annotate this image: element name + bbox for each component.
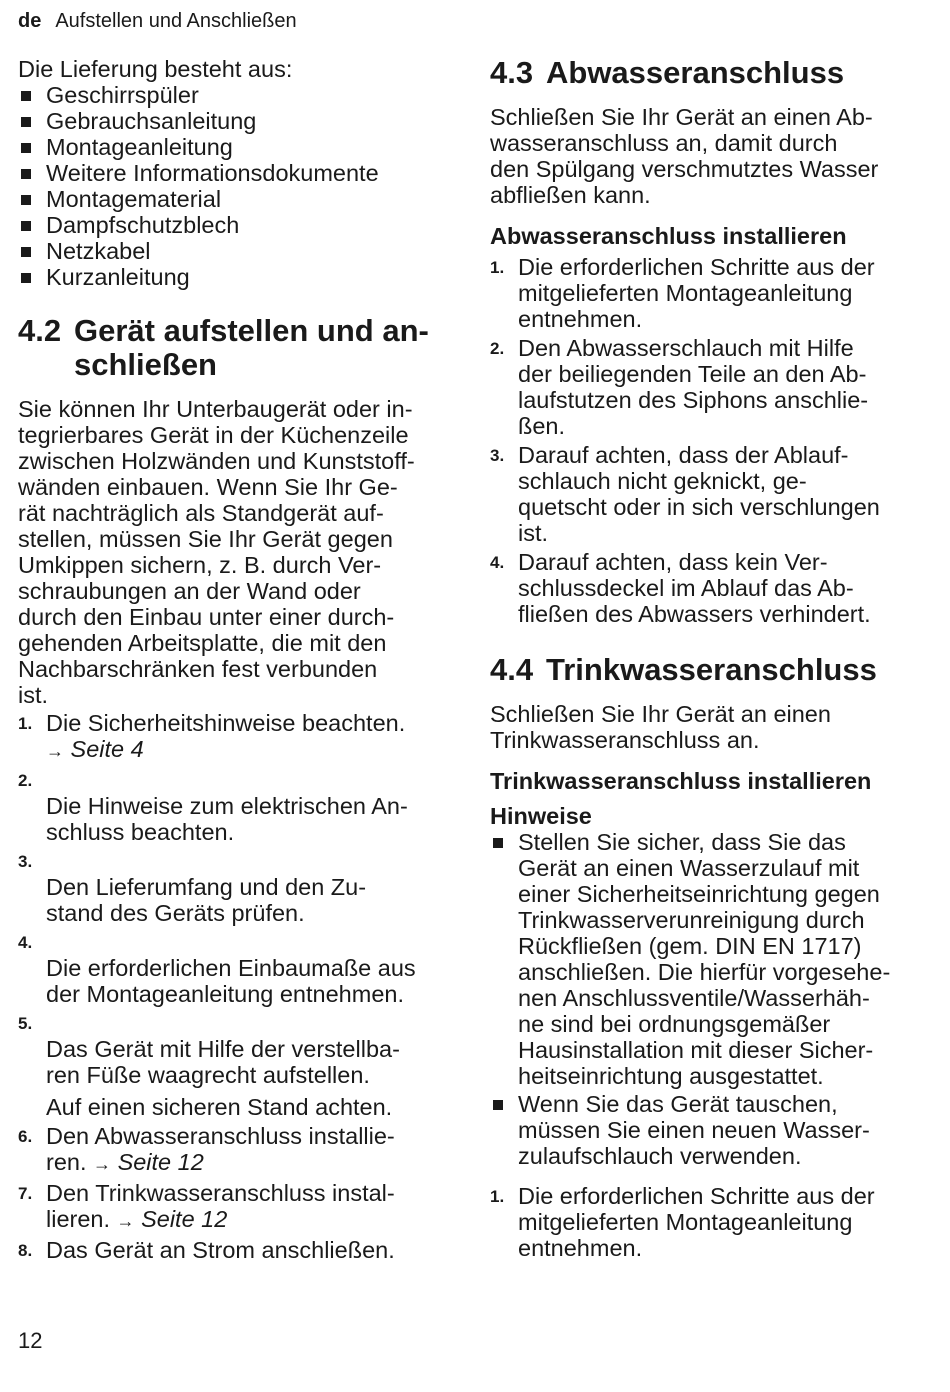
section-number: 4.4 (490, 652, 534, 687)
step-note-text: Auf einen sicheren Stand achten. (46, 1094, 393, 1120)
step-text: Den Abwasseranschluss installie- ren. (46, 1123, 395, 1175)
step-item (18, 1237, 448, 1263)
step-number: 3. (490, 446, 505, 465)
section-heading-4-3 (490, 56, 920, 90)
step-item (490, 442, 920, 546)
step-number: 4. (18, 933, 33, 952)
page-number: 12 (18, 1328, 43, 1353)
section-heading-4-4 (490, 653, 920, 687)
step-text: Den Lieferumfang und den Zu- stand des Geräts prüfen. (46, 874, 367, 926)
language-code: de (18, 10, 42, 32)
step-number: 3. (18, 852, 33, 871)
section-title: Abwasseranschluss (546, 55, 845, 90)
steps-list (18, 710, 448, 1263)
list-item: Weitere Informationsdokumente (18, 160, 448, 186)
step-number: 1. (490, 1187, 505, 1206)
subheading: Abwasseranschluss installieren (490, 223, 847, 249)
step-item (18, 767, 448, 845)
step-item (18, 710, 448, 764)
section-title-line1: Gerät aufstellen und an- (74, 313, 429, 348)
list-item: Geschirrspüler (18, 82, 448, 108)
step-item (18, 1010, 448, 1088)
section-body: Schließen Sie Ihr Gerät an einen Ab- wasseranschluss an, damit durch den Spülgang verschmutztes Wasser abfließen kann. (490, 104, 879, 208)
list-item: Netzkabel (18, 238, 448, 264)
step-item (490, 549, 920, 627)
arrow-right-icon: → (93, 1154, 112, 1174)
arrow-right-icon: → (116, 1211, 135, 1231)
list-item: Dampfschutzblech (18, 212, 448, 238)
delivery-list (18, 82, 448, 290)
page-header (18, 8, 297, 34)
step-item (490, 1183, 920, 1261)
step-number: 4. (490, 553, 505, 572)
section-number: 4.3 (490, 55, 534, 90)
right-column (490, 56, 920, 1261)
page-reference[interactable]: → Seite 12 (93, 1149, 204, 1175)
steps-list (490, 254, 920, 627)
list-item: Montagematerial (18, 186, 448, 212)
delivery-intro: Die Lieferung besteht aus: (18, 56, 293, 82)
step-number: 2. (490, 339, 505, 358)
step-text: Darauf achten, dass kein Ver- schlussdeckel im Ablauf das Ab- fließen des Abwassers verhindert. (518, 549, 871, 627)
step-item (18, 929, 448, 1007)
list-item: Kurzanleitung (18, 264, 448, 290)
step-number: 5. (18, 1014, 33, 1033)
step-item (490, 335, 920, 439)
step-text: Die Hinweise zum elektrischen An- schluss beachten. (46, 793, 408, 845)
section-heading-4-2 (18, 314, 448, 382)
section-title: Trinkwasseranschluss (546, 652, 877, 687)
section-body: Sie können Ihr Unterbaugerät oder in- tegrierbares Gerät in der Küchenzeile zwischen Holzwänden und Kunststoff- wänden einbauen. Wenn Sie Ihr Ge- rät nachträglich als Standgerät auf- stellen, müssen Sie Ihr Gerät gegen Umkippen sichern, z. B. durch Ver- schraubungen an der Wand oder durch den Einbau unter einer durch- gehenden Arbeitsplatte, die mit den Nachbarschränken fest verbunden ist. (18, 396, 415, 708)
step-text: Den Abwasserschlauch mit Hilfe der beiliegenden Teile an den Ab- laufstutzen des Siphons anschlie- ßen. (518, 335, 869, 439)
list-item: Gebrauchsanleitung (18, 108, 448, 134)
step-number: 1. (18, 714, 33, 733)
step-text: Die erforderlichen Einbaumaße aus der Montageanleitung entnehmen. (46, 955, 416, 1007)
page-reference[interactable]: → Seite 4 (46, 736, 144, 762)
section-body: Schließen Sie Ihr Gerät an einen Trinkwasseranschluss an. (490, 701, 831, 753)
step-item (18, 1123, 448, 1177)
step-text: Das Gerät an Strom anschließen. (46, 1237, 395, 1263)
list-item: Stellen Sie sicher, dass Sie das Gerät an einen Wasserzulauf mit einer Sicherheitseinrichtung gegen Trinkwasserverunreinigung durch Rückfließen (gem. DIN EN 1717) anschließen. Die hierfür vorgesehe- nen Anschlussventile/Wasserhäh- ne sind bei ordnungsgemäßer Hausinstallation mit dieser Sicher- heitseinrichtung ausgestattet. (490, 829, 920, 1089)
steps-list (490, 1183, 920, 1261)
step-number: 6. (18, 1127, 33, 1146)
step-number: 2. (18, 771, 33, 790)
step-text: Die erforderlichen Schritte aus der mitgelieferten Montageanleitung entnehmen. (518, 254, 875, 332)
section-title-line2: schließen (74, 347, 217, 382)
notes-heading: Hinweise (490, 803, 592, 829)
left-column (18, 56, 448, 1263)
step-number: 8. (18, 1241, 33, 1260)
step-text: Die erforderlichen Schritte aus der mitgelieferten Montageanleitung entnehmen. (518, 1183, 875, 1261)
step-text: Die Sicherheitshinweise beachten. (46, 710, 406, 736)
list-item: Montageanleitung (18, 134, 448, 160)
step-number: 1. (490, 258, 505, 277)
step-text: Das Gerät mit Hilfe der verstellba- ren Füße waagrecht aufstellen. (46, 1036, 400, 1088)
step-text: Den Trinkwasseranschluss instal- lieren. (46, 1180, 395, 1232)
step-number: 7. (18, 1184, 33, 1203)
list-item: Wenn Sie das Gerät tauschen, müssen Sie einen neuen Wasser- zulaufschlauch verwenden. (490, 1091, 920, 1169)
step-item (18, 1180, 448, 1234)
chapter-title: Aufstellen und Anschließen (55, 10, 297, 32)
subheading: Trinkwasseranschluss installieren (490, 768, 872, 794)
step-item (490, 254, 920, 332)
page-reference[interactable]: → Seite 12 (116, 1206, 228, 1232)
section-number: 4.2 (18, 313, 62, 348)
step-note (18, 1094, 448, 1120)
notes-list (490, 829, 920, 1169)
step-item (18, 848, 448, 926)
arrow-right-icon: → (46, 741, 64, 761)
step-text: Darauf achten, dass der Ablauf- schlauch nicht geknickt, ge- quetscht oder in sich verschlungen ist. (518, 442, 880, 546)
